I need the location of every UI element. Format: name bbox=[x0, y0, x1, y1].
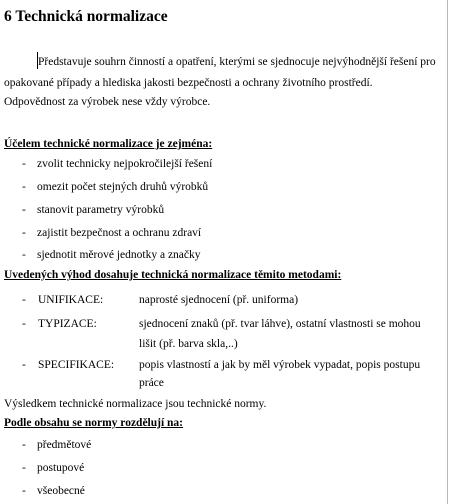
intro-line-3: Odpovědnost za výrobek nese vždy výrobce. bbox=[4, 96, 211, 108]
method-desc: sjednocení znaků (př. tvar láhve), ostatní vlastnosti se mohou bbox=[139, 318, 421, 330]
bullet-dash: - bbox=[22, 439, 26, 451]
purpose-item: stanovit parametry výrobků bbox=[37, 204, 165, 216]
content-item: postupové bbox=[37, 462, 85, 474]
method-desc-cont: lišit (př. barva skla,..) bbox=[139, 338, 238, 350]
purpose-item: omezit počet stejných druhů výrobků bbox=[37, 181, 209, 193]
purpose-item: zajistit bezpečnost a ochranu zdraví bbox=[37, 227, 202, 239]
page-title: 6 Technická normalizace bbox=[4, 8, 168, 25]
bullet-dash: - bbox=[22, 294, 26, 306]
intro-line-1: Představuje souhrn činností a opatření, kterými se sjednocuje nejvýhodnější řešení pro bbox=[38, 56, 436, 68]
bullet-dash: - bbox=[22, 158, 26, 170]
page-right-border bbox=[447, 0, 448, 504]
intro-line-2: opakované případy a hlediska jakosti bezpečnosti a ochrany životního prostředí. bbox=[4, 77, 373, 89]
method-term: UNIFIKACE: bbox=[38, 294, 104, 306]
method-desc-cont: práce bbox=[139, 377, 164, 389]
purpose-item: sjednotit měrové jednotky a značky bbox=[37, 249, 201, 261]
method-term: TYPIZACE: bbox=[38, 318, 97, 330]
method-desc: naprosté sjednocení (př. uniforma) bbox=[139, 294, 299, 306]
bullet-dash: - bbox=[22, 227, 26, 239]
purpose-heading: Účelem technické normalizace je zejména: bbox=[4, 138, 213, 150]
purpose-item: zvolit technicky nejpokročilejší řešení bbox=[37, 158, 213, 170]
result-text: Výsledkem technické normalizace jsou technické normy. bbox=[4, 398, 267, 410]
method-term: SPECIFIKACE: bbox=[38, 359, 115, 371]
method-desc: popis vlastností a jak by měl výrobek vypadat, popis postupu bbox=[139, 359, 421, 371]
bullet-dash: - bbox=[22, 318, 26, 330]
content-item: předmětové bbox=[37, 439, 92, 451]
bullet-dash: - bbox=[22, 485, 26, 497]
bullet-dash: - bbox=[22, 462, 26, 474]
methods-heading: Uvedených výhod dosahuje technická normalizace těmito metodami: bbox=[4, 269, 342, 281]
content-heading: Podle obsahu se normy rozdělují na: bbox=[4, 417, 184, 429]
bullet-dash: - bbox=[22, 181, 26, 193]
bullet-dash: - bbox=[22, 359, 26, 371]
bullet-dash: - bbox=[22, 204, 26, 216]
content-item: všeobecné bbox=[37, 485, 85, 497]
bullet-dash: - bbox=[22, 249, 26, 261]
